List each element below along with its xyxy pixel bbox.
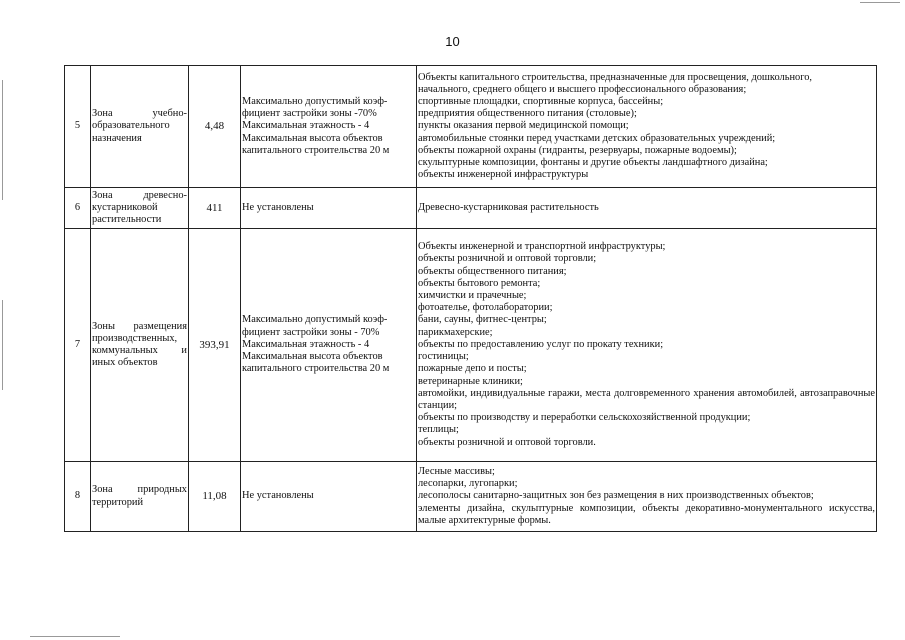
page-number: 10 (445, 34, 460, 49)
object-line: Древесно-кустарниковая растительность (418, 201, 599, 213)
table-row (65, 229, 877, 462)
object-line: начального, среднего общего и высшего профессионального образования; (418, 83, 747, 95)
object-line: лесополосы санитарно-защитных зон без размещения в них производственных объектов; (418, 490, 814, 502)
zone-name-cell: Зоны размещения производственных, коммунальных и иных объектов (91, 229, 189, 462)
object-line: автомойки, индивидуальные гаражи, места долговременного хранения автомобилей, автозаправочные станции; (418, 387, 875, 411)
zone-params-cell (241, 229, 417, 462)
object-line: элементы дизайна, скульптурные композиции, объекты декоративно-монументального искусства, малые архитектурные формы. (418, 502, 875, 526)
object-line: Объекты инженерной и транспортной инфраструктуры; (418, 241, 666, 253)
object-line: объекты по предоставлению услуг по прокату техники; (418, 338, 664, 350)
object-line: объекты инженерной инфраструктуры (418, 169, 589, 181)
zone-area-cell: 4,48 (189, 66, 241, 188)
object-line: химчистки и прачечные; (418, 290, 527, 302)
object-line: предприятия общественного питания (столовые); (418, 108, 637, 120)
zone-name-cell: Зона учебно-образовательного назначения (91, 66, 189, 188)
zone-name-cell: Зона древесно-кустарниковой растительности (91, 188, 189, 229)
object-line: гостиницы; (418, 351, 469, 363)
table-row (65, 66, 877, 188)
param-line: Максимально допустимый коэф- (242, 95, 388, 107)
zone-objects-cell (417, 66, 877, 188)
zone-number-cell: 5 (65, 66, 91, 188)
object-line: спортивные площадки, спортивные корпуса, бассейны; (418, 95, 664, 107)
object-line: объекты пожарной охраны (гидранты, резервуары, пожарные водоемы); (418, 144, 737, 156)
param-line: капитального строительства 20 м (242, 363, 390, 375)
object-line: объекты розничной и оптовой торговли; (418, 253, 597, 265)
param-line: Максимальная этажность - 4 (242, 120, 370, 132)
param-line: Максимальная высота объектов (242, 351, 383, 363)
param-line: Не установлены (242, 490, 314, 502)
object-line: пожарные депо и посты; (418, 363, 527, 375)
object-line: фотоателье, фотолаборатории; (418, 302, 553, 314)
scan-artifact (30, 636, 120, 637)
zone-objects-cell (417, 188, 877, 229)
object-line: Лесные массивы; (418, 465, 495, 477)
param-line: Максимальная этажность - 4 (242, 338, 370, 350)
zones-table (64, 65, 877, 532)
object-line: объекты бытового ремонта; (418, 277, 541, 289)
object-line: объекты розничной и оптовой торговли. (418, 436, 596, 448)
table-row (65, 188, 877, 229)
zone-area-cell: 393,91 (189, 229, 241, 462)
zone-area-cell: 11,08 (189, 462, 241, 532)
table-row (65, 462, 877, 532)
zone-number-cell: 7 (65, 229, 91, 462)
param-line: фициент застройки зоны - 70% (242, 326, 380, 338)
object-line: скульптурные композиции, фонтаны и другие объекты ландшафтного дизайна; (418, 157, 768, 168)
object-line: ветеринарные клиники; (418, 375, 523, 387)
object-line: объекты по производству и переработки сельскохозяйственной продукции; (418, 412, 751, 424)
zone-number-cell: 6 (65, 188, 91, 229)
zone-params-cell (241, 66, 417, 188)
param-line: капитального строительства 20 м (242, 144, 390, 156)
zone-name-cell: Зона природных территорий (91, 462, 189, 532)
zone-objects-cell (417, 229, 877, 462)
param-line: Максимальная высота объектов (242, 132, 383, 144)
zone-objects-cell (417, 462, 877, 532)
zone-params-cell (241, 188, 417, 229)
object-line: парикмахерские; (418, 326, 493, 338)
zone-params-cell (241, 462, 417, 532)
object-line: Объекты капитального строительства, предназначенные для просвещения, дошкольного, (418, 71, 812, 83)
object-line: лесопарки, лугопарки; (418, 478, 518, 490)
object-line: бани, сауны, фитнес-центры; (418, 314, 547, 326)
scan-artifact (2, 80, 3, 200)
object-line: объекты общественного питания; (418, 265, 567, 277)
param-line: фициент застройки зоны -70% (242, 108, 377, 120)
scan-artifact (2, 300, 3, 390)
param-line: Не установлены (242, 201, 314, 213)
param-line: Максимально допустимый коэф- (242, 314, 388, 326)
zone-number-cell: 8 (65, 462, 91, 532)
object-line: теплицы; (418, 424, 459, 436)
scan-artifact (860, 2, 900, 3)
object-line: пункты оказания первой медицинской помощи; (418, 120, 629, 132)
zone-area-cell: 411 (189, 188, 241, 229)
object-line: автомобильные стоянки перед участками детских образовательных учреждений; (418, 132, 776, 144)
